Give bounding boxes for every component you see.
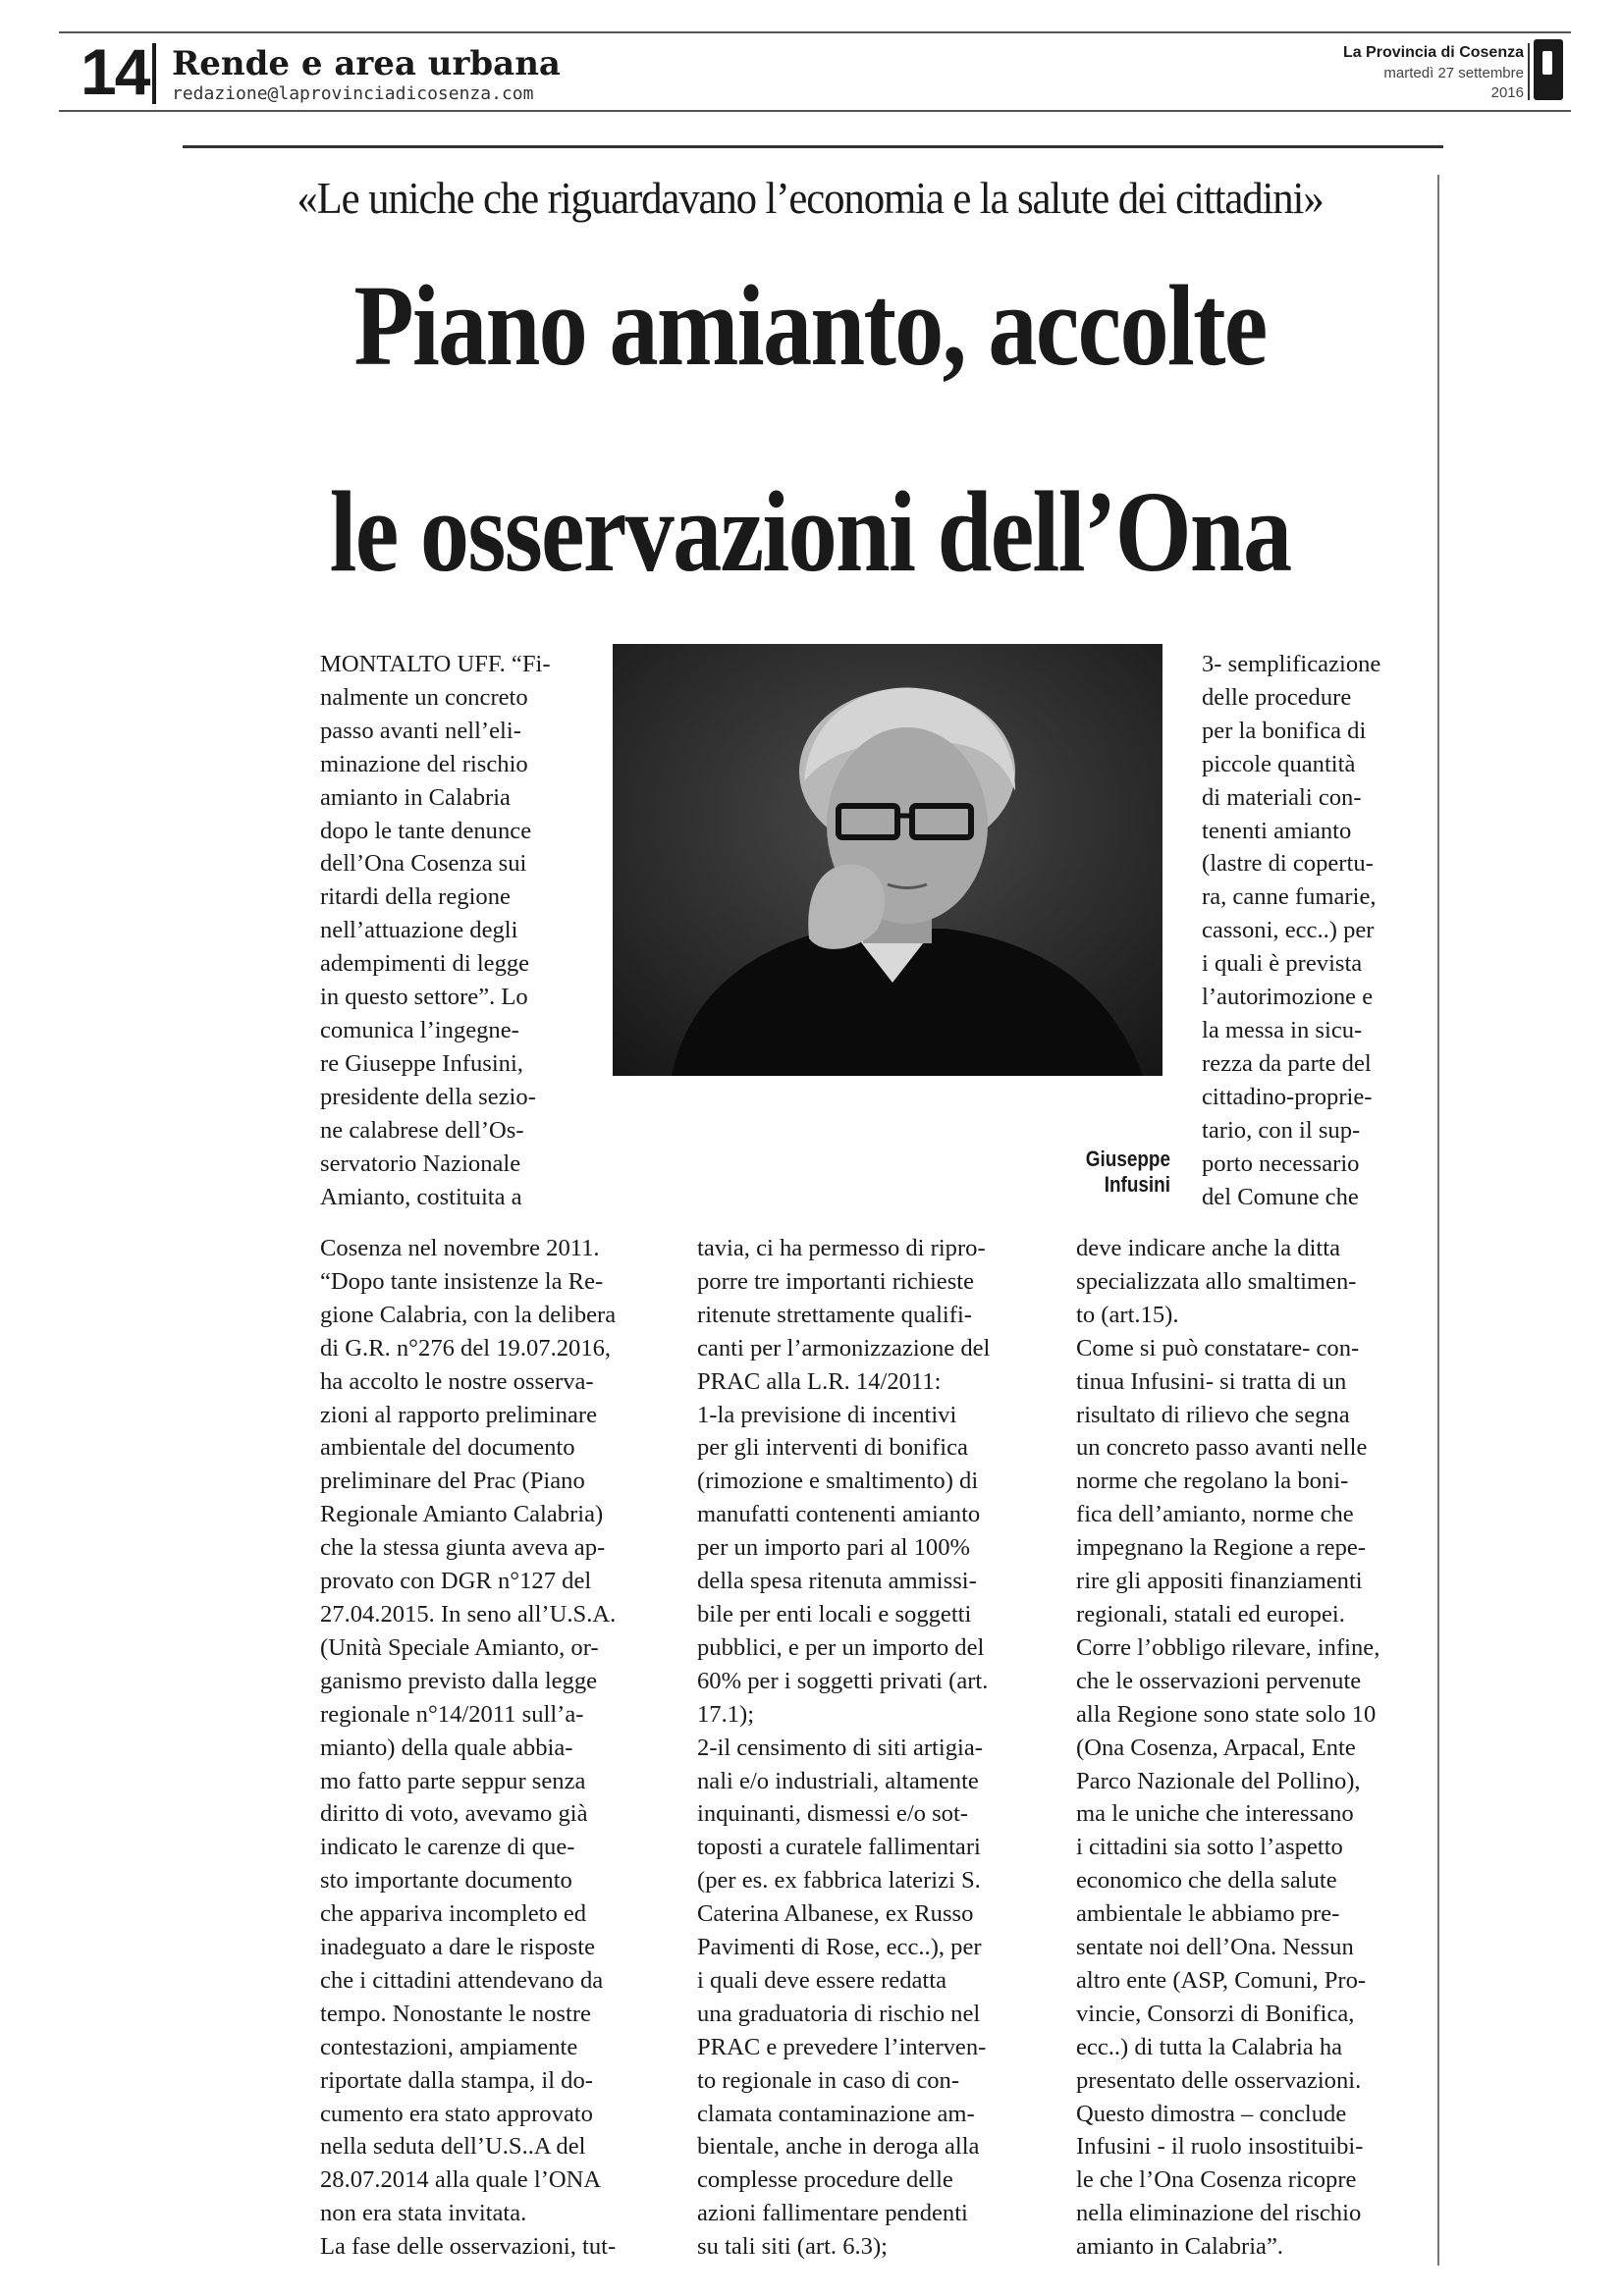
article-column-1-top <box>320 648 583 1213</box>
article-right-rule <box>1437 175 1439 2266</box>
portrait-photo <box>613 644 1162 1076</box>
portrait-illustration <box>613 644 1162 1076</box>
page-number-divider <box>152 43 156 104</box>
article-column-3-bottom: deve indicare anche la ditta specializzata allo smaltimen- to (art.15). Come si può constatare- con- tinua Infusini- si tratta di un risultato di rilievo che segna un concreto passo avanti nelle norme che regolano la boni- fica dell’amianto, norme che impegnano la Regione a repe- rire gli appositi finanziamenti regionali, statali ed europei. Corre l’obbligo rilevare, infine, che le osservazioni pervenute alla Regione sono state solo 10 (Ona Cosenza, Arpacal, Ente Parco Nazionale del Pollino), ma le uniche che interessano i cittadini sia sotto l’aspetto economico che della salute ambientale le abbiamo pre- sentate noi dell’Ona. Nessun altro ente (ASP, Comuni, Pro- vincie, Consorzi di Bonifica, ecc..) di tutta la Calabria ha presentato delle osservazioni. Questo dimostra – conclude Infusini - il ruolo insostituibi- le che l’Ona Cosenza ricopre nella eliminazione del rischio amianto in Calabria”. <box>1076 1235 1380 2261</box>
header-bottom-rule <box>59 110 1571 112</box>
headline-line-2: le osservazioni dell’Ona <box>329 467 1291 596</box>
newspaper-logo-icon <box>1534 39 1563 100</box>
header-top-rule <box>59 31 1571 33</box>
page-number: 14 <box>81 35 149 108</box>
article-column-3-top: 3- semplificazione delle procedure per la bonifica di piccole quantità di materiali con- tenenti amianto (lastre di copertu- ra, canne fumarie, cassoni, ecc..) per i quali è prevista l’autorimozione e la messa in sicu- rezza da parte del cittadino-proprie- tario, con il sup- porto necessario del Comune che <box>1202 651 1381 1210</box>
photo-caption: Giuseppe Infusini <box>1085 1147 1170 1197</box>
header-divider <box>1528 43 1530 100</box>
section-email: redazione@laprovinciadicosenza.com <box>172 83 534 104</box>
column-1-top-text: “Fi- nalmente un concreto passo avanti nell’eli- minazione del rischio amianto in Calabria dopo le tante denunce dell’Ona Cosenza sui ritardi della regione nell’attuazione degli adempimenti di legge in questo settore”. Lo comunica l’ingegne- re Giuseppe Infusini, presidente della sezio- ne calabrese dell’Os- servatorio Nazionale Amianto, costituita a <box>320 651 551 1210</box>
headline-line-1: Piano amianto, accolte <box>353 261 1267 390</box>
article-top-rule <box>183 145 1443 148</box>
article-kicker: «Le uniche che riguardavano l’economia e la salute dei cittadini» <box>297 173 1324 223</box>
newspaper-year: 2016 <box>1490 84 1524 101</box>
newspaper-name: La Provincia di Cosenza <box>1342 44 1524 61</box>
article-column-1-bottom: Cosenza nel novembre 2011. “Dopo tante insistenze la Re- gione Calabria, con la delibera di G.R. n°276 del 19.07.2016, ha accolto le nostre osserva- zioni al rapporto preliminare ambientale del documento preliminare del Prac (Piano Regionale Amianto Calabria) che la stessa giunta aveva ap- provato con DGR n°127 del 27.04.2015. In seno all’U.S.A. (Unità Speciale Amianto, or- ganismo previsto dalla legge regionale n°14/2011 sull’a- mianto) della quale abbia- mo fatto parte seppur senza diritto di voto, avevamo già indicato le carenze di que- sto importante documento che appariva incompleto ed inadeguato a dare le risposte che i cittadini attendevano da tempo. Nonostante le nostre contestazioni, ampiamente riportate dalla stampa, il do- cumento era stato approvato nella seduta dell’U.S..A del 28.07.2014 alla quale l’ONA non era stata invitata. La fase delle osservazioni, tut- <box>320 1235 617 2261</box>
article-column-2: tavia, ci ha permesso di ripro- porre tre importanti richieste ritenute strettamente qualifi- canti per l’armonizzazione del PRAC alla L.R. 14/2011: 1-la previsione di incentivi per gli interventi di bonifica (rimozione e smaltimento) di manufatti contenenti amianto per un importo pari al 100% della spesa ritenuta ammissi- bile per enti locali e soggetti pubblici, e per un importo del 60% per i soggetti privati (art. 17.1); 2-il censimento di siti artigia- nali e/o industriali, altamente inquinanti, dismessi e/o sot- toposti a curatele fallimentari (per es. ex fabbrica laterizi S. Caterina Albanese, ex Russo Pavimenti di Rose, ecc..), per i quali deve essere redatta una graduatoria di rischio nel PRAC e prevedere l’interven- to regionale in caso di con- clamata contaminazione am- bientale, anche in deroga alla complesse procedure delle azioni fallimentare pendenti su tali siti (art. 6.3); <box>697 1235 991 2261</box>
dateline: MONTALTO UFF. <box>320 651 506 677</box>
newspaper-date: martedì 27 settembre <box>1383 65 1524 81</box>
section-title: Rende e area urbana <box>172 44 561 83</box>
